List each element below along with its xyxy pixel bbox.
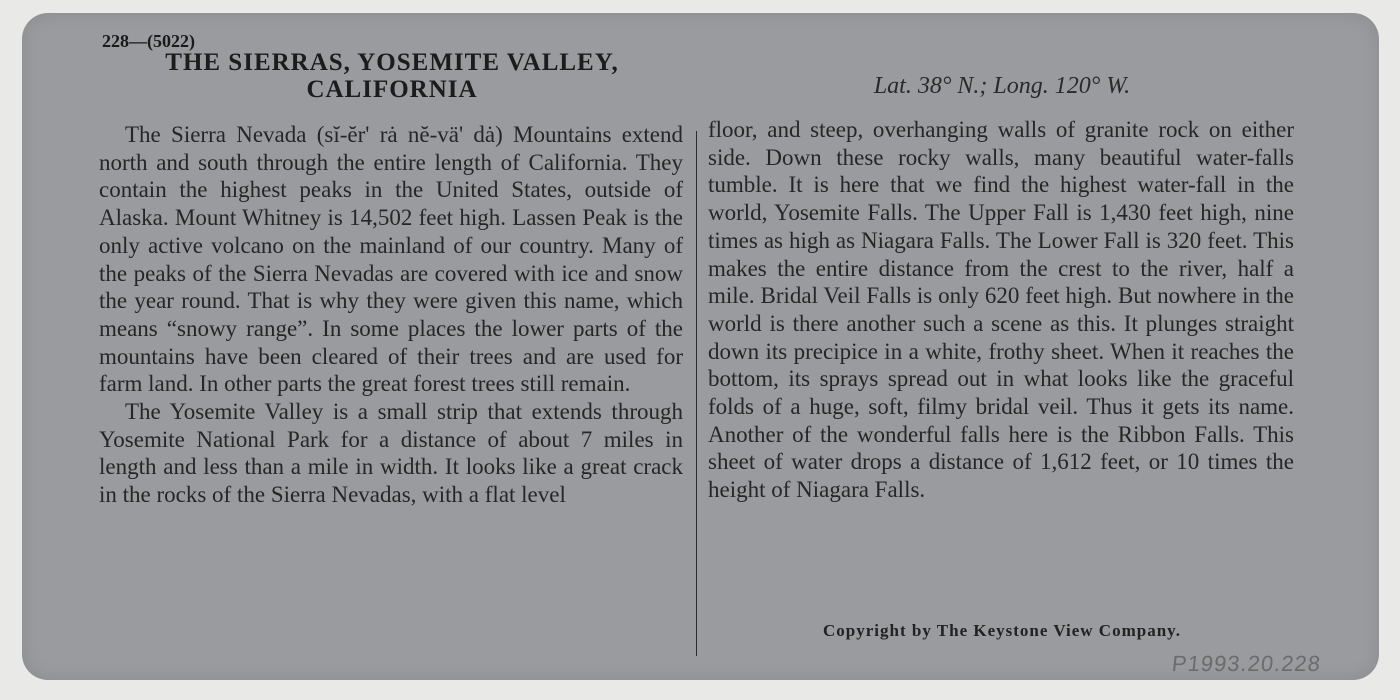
title-line-1: THE SIERRAS, YOSEMITE VALLEY, — [165, 49, 619, 76]
stereoview-card-back — [22, 13, 1379, 680]
accession-number: P1993.20.228 — [1170, 651, 1323, 676]
paragraph-yosemite-valley: The Yosemite Valley is a small strip that extends through Yosemite National Park for a distance of about 7 miles in length and less than a mile in width. It looks like a great crack in the rocks of the Sierra Nevadas, with a flat level — [99, 399, 683, 508]
lat-long: Lat. 38° N.; Long. 120° W. — [873, 73, 1131, 99]
left-column — [99, 121, 683, 509]
paragraph-yosemite-falls: floor, and steep, overhanging walls of granite rock on either side. Down these rocky walls, many beautiful water-falls tumble. It is here that we find the highest water-fall in the world, Yosemite Falls. The Upper Fall is 1,430 feet high, nine times as high as Niagara Falls. The Lower Fall is 320 feet. This makes the entire distance from the crest to the river, half a mile. Bridal Veil Falls is only 620 feet high. But nowhere in the world is there another such a scene as this. It plunges straight down its precipice in a white, frothy sheet. When it reaches the bottom, its sprays spread out in what looks like the graceful folds of a huge, soft, filmy bridal veil. Thus it gets its name. Another of the wonderful falls here is the Ribbon Falls. This sheet of water drops a distance of 1,612 feet, or 10 times the height of Niagara Falls. — [708, 117, 1294, 503]
right-column — [708, 116, 1294, 504]
card-title — [102, 49, 682, 103]
column-divider — [696, 131, 697, 656]
paragraph-sierra-nevada: The Sierra Nevada (sĭ-ĕr' rȧ nĕ-vä' dȧ) Mountains extend north and south through the entire length of California. They contain the highest peaks in the United States, outside of Alaska. Mount Whitney is 14,502 feet high. Lassen Peak is the only active volcano on the mainland of our country. Many of the peaks of the Sierra Nevadas are covered with ice and snow the year round. That is why they were given this name, which means “snowy range”. In some places the lower parts of the mountains have been cleared of their trees and are used for farm land. In other parts the great forest trees still remain. — [99, 122, 683, 397]
copyright-notice: Copyright by The Keystone View Company. — [823, 621, 1181, 640]
title-line-2: CALIFORNIA — [306, 76, 478, 103]
catalog-number: 228—(5022) — [102, 31, 195, 51]
